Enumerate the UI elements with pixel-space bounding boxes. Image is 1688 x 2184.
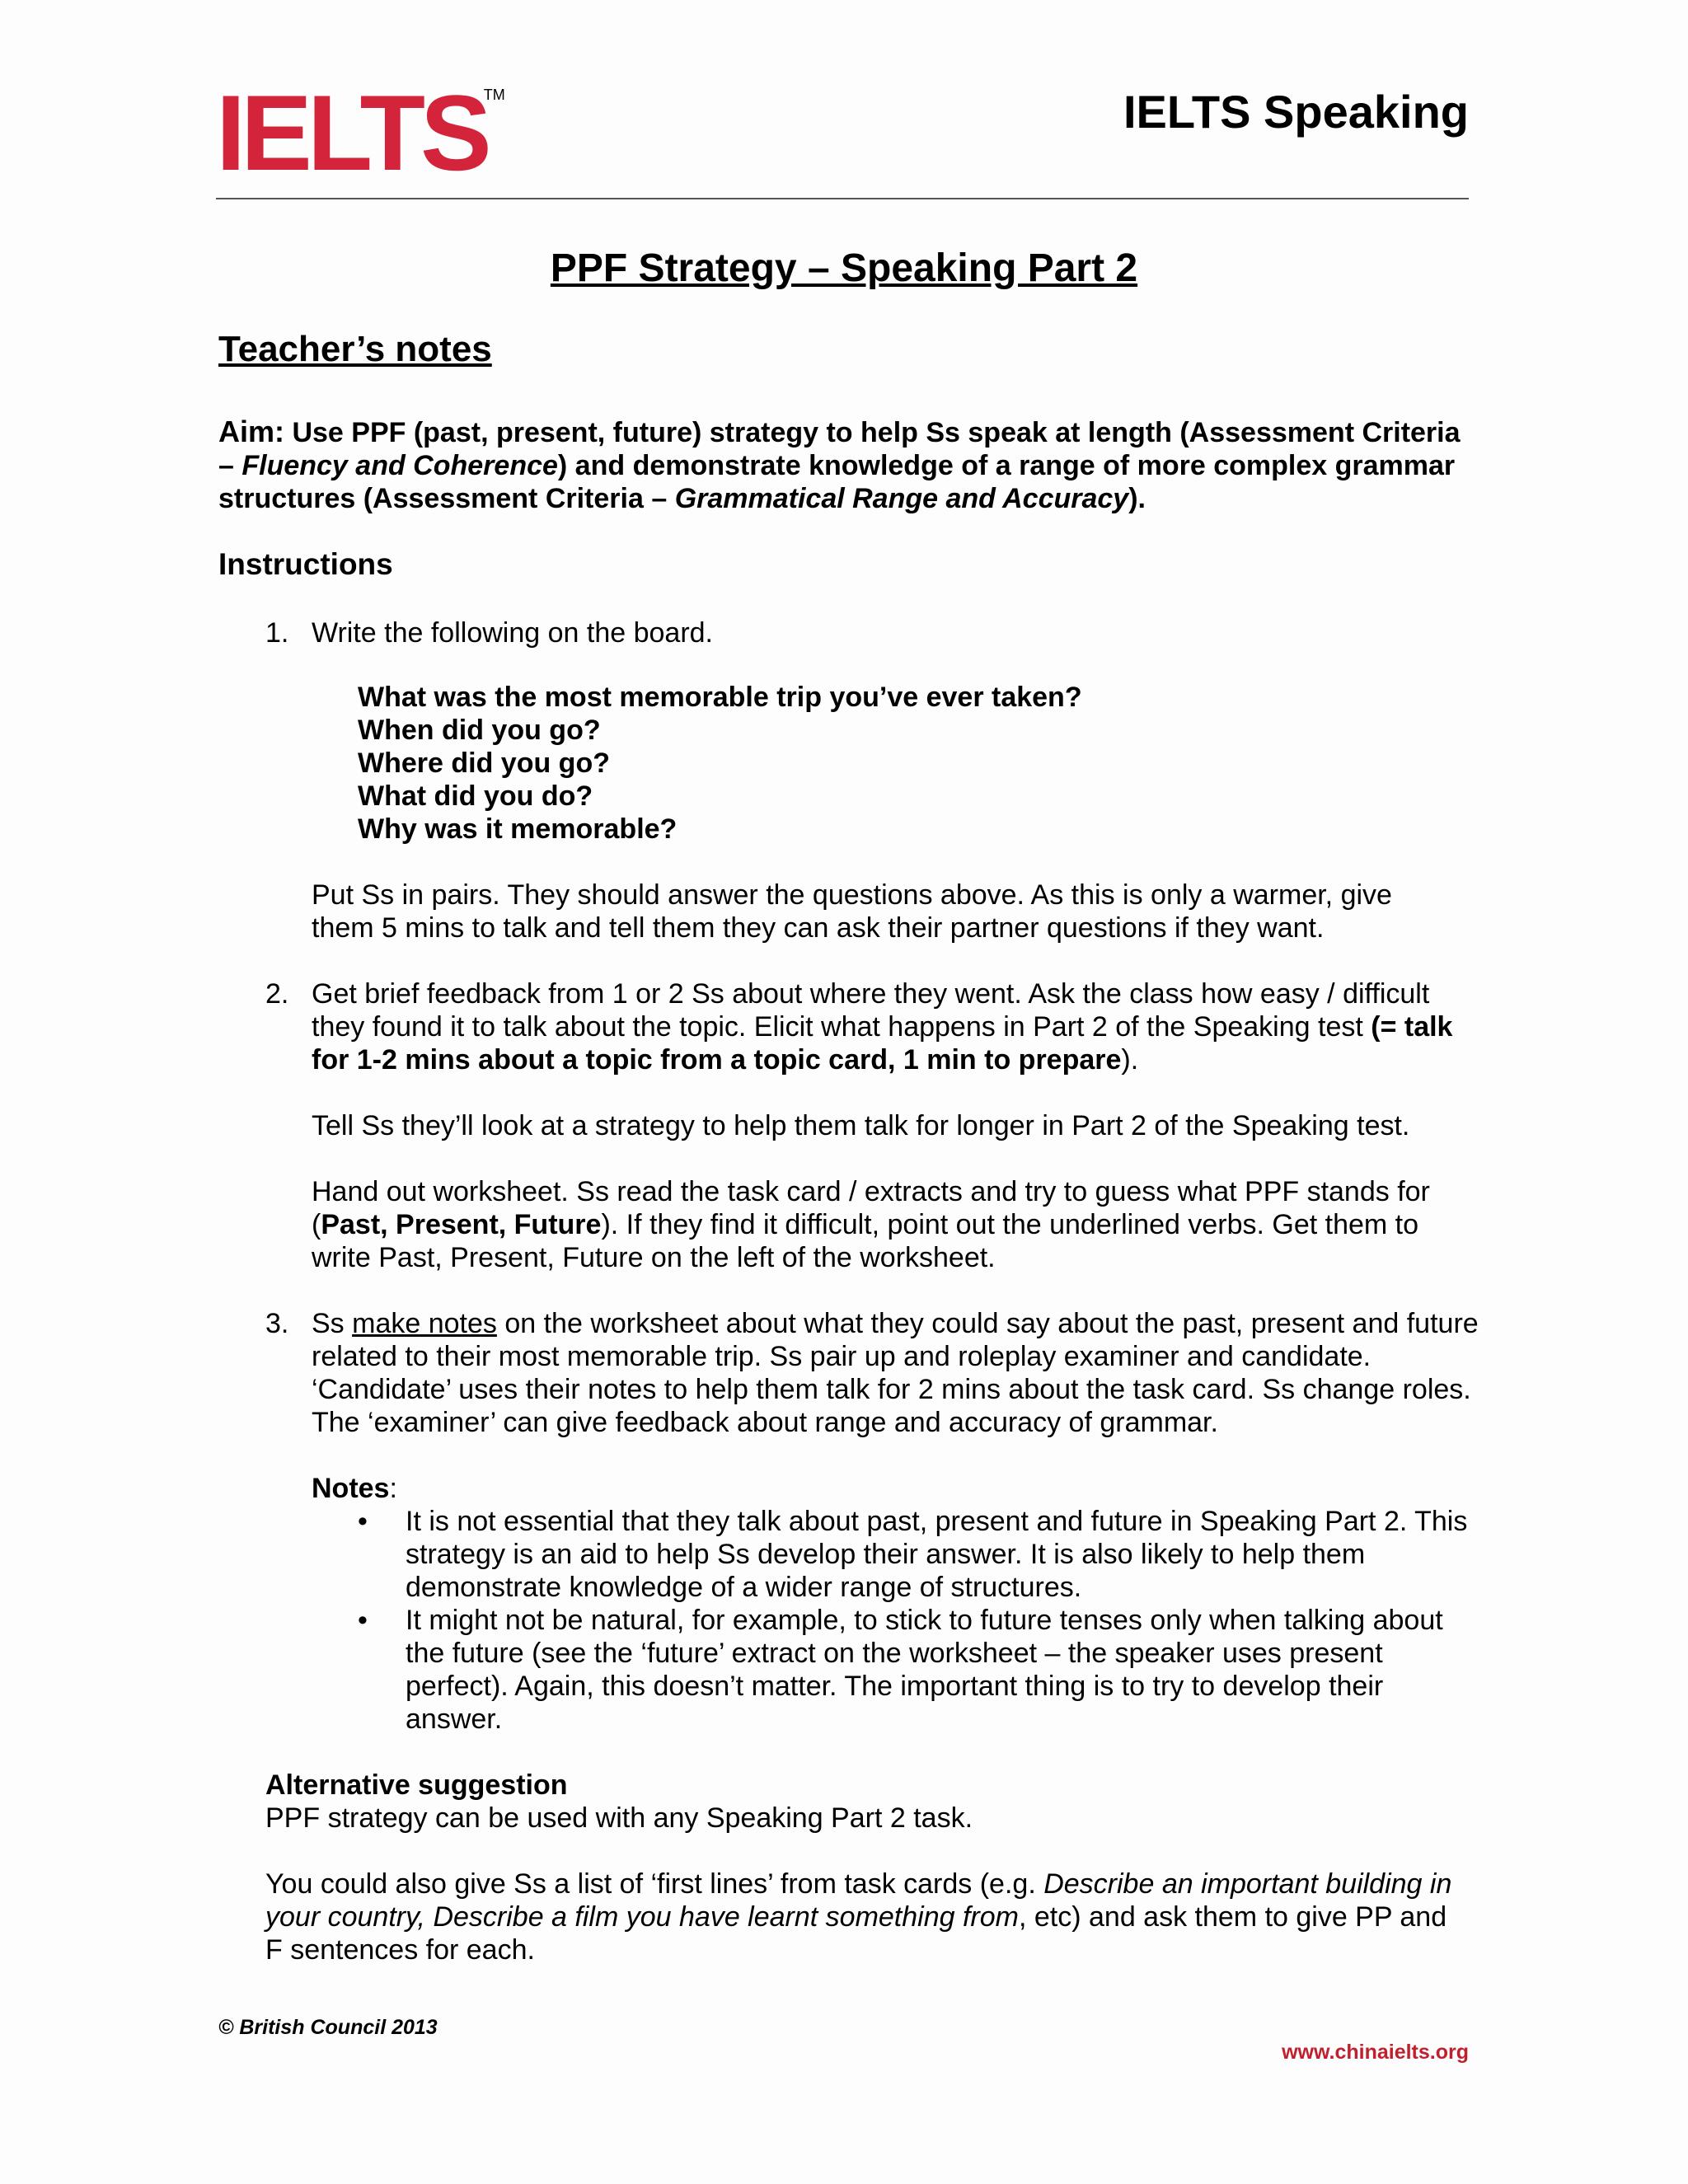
- step-3-number: 3.: [265, 1308, 289, 1339]
- step-2-paragraph-3: [312, 1175, 1465, 1274]
- notes-item: It might not be natural, for example, to stick to future tenses only when talking about the future (see the ‘future’ extract on the worksheet – the speaker uses present perfect). Again, this doesn’t matter. The important thing is to try to develop their answer.: [406, 1605, 1443, 1735]
- step-1-text: Write the following on the board.: [312, 617, 713, 649]
- step-2-paragraph-2: Tell Ss they’ll look at a strategy to help them talk for longer in Part 2 of the Speaking test.: [312, 1110, 1410, 1141]
- website-link[interactable]: www.chinaielts.org: [1282, 2041, 1469, 2064]
- step-2-ppf-answer: Past, Present, Future: [321, 1209, 602, 1240]
- step-2-text-end: ).: [1121, 1044, 1139, 1076]
- board-question: Where did you go?: [358, 748, 610, 779]
- bullet-icon: •: [358, 1506, 368, 1537]
- teachers-notes-heading: Teacher’s notes: [218, 329, 492, 369]
- alternative-p2-text: You could also give Ss a list of ‘first lines’ from task cards (e.g.: [265, 1868, 1044, 1900]
- notes-label-text: Notes: [312, 1473, 390, 1504]
- aim-text-1: Use PPF (past, present, future) strategy to help Ss speak at length (Assessment Criteria –: [218, 417, 1461, 481]
- alternative-p2-text-end: , etc) and ask them to give PP and F sentences for each.: [265, 1901, 1447, 1966]
- board-question: What was the most memorable trip you’ve ever taken?: [358, 682, 1082, 713]
- ielts-logo: [216, 73, 505, 193]
- step-1-pairs-text: Put Ss in pairs. They should answer the questions above. As this is only a warmer, give them 5 mins to talk and tell them they can ask their partner questions if they want.: [312, 879, 1392, 944]
- document-title: PPF Strategy – Speaking Part 2: [550, 246, 1138, 290]
- alternative-task-card-examples: Describe an important building in your country, Describe a film you have learnt something from: [265, 1868, 1452, 1933]
- aim-text-3: ).: [1128, 483, 1146, 514]
- logo-text: IELTS: [216, 73, 487, 193]
- header-title: IELTS Speaking: [1123, 86, 1469, 138]
- alternative-heading-text: Alternative suggestion: [265, 1769, 568, 1801]
- step-3-paragraph: [312, 1307, 1482, 1439]
- board-question: When did you go?: [358, 715, 601, 746]
- step-2-text: Get brief feedback from 1 or 2 Ss about where they went. Ask the class how easy / difficult they found it to talk about the topic. Elicit what happens in Part 2 of the Speaking test: [312, 978, 1430, 1043]
- board-question: What did you do?: [358, 780, 593, 812]
- aim-paragraph: [218, 415, 1479, 515]
- step-2-paragraph-1: [312, 977, 1465, 1076]
- step-2-p3-text: Hand out worksheet. Ss read the task card / extracts and try to guess what PPF stands for (: [312, 1176, 1430, 1240]
- alternative-paragraph-2: [265, 1868, 1452, 1966]
- step-3-text: Ss: [312, 1308, 353, 1339]
- bullet-icon: •: [358, 1605, 368, 1636]
- notes-item: It is not essential that they talk about past, present and future in Speaking Part 2. This strategy is an aid to help Ss develop their answer. It is also likely to help them demonstrate knowledge of a wider range of structures.: [406, 1506, 1468, 1603]
- aim-text-2: ) and demonstrate knowledge of a range of more complex grammar structures (Assessment Criteria –: [218, 450, 1456, 514]
- step-1-number: 1.: [265, 617, 289, 649]
- aim-label: Aim:: [218, 415, 284, 448]
- alternative-heading: [265, 1769, 568, 1802]
- logo-trademark: TM: [483, 87, 505, 103]
- alternative-paragraph-1: PPF strategy can be used with any Speaking Part 2 task.: [265, 1802, 973, 1834]
- step-3-make-notes: make notes: [352, 1308, 497, 1339]
- notes-label: [312, 1472, 397, 1505]
- notes-label-colon: :: [389, 1473, 397, 1504]
- aim-criteria-fluency: Fluency and Coherence: [241, 450, 558, 481]
- step-2-number: 2.: [265, 978, 289, 1010]
- instructions-heading: Instructions: [218, 547, 393, 581]
- aim-criteria-grammar: Grammatical Range and Accuracy: [674, 483, 1129, 514]
- step-2-p3-text-end: ). If they find it difficult, point out the underlined verbs. Get them to write Past, Present, Future on the left of the worksheet.: [312, 1209, 1419, 1273]
- header-divider: [216, 198, 1469, 199]
- board-questions: [358, 681, 1082, 846]
- copyright-text: © British Council 2013: [218, 2016, 438, 2039]
- board-question: Why was it memorable?: [358, 813, 678, 845]
- step-3-text-rest: on the worksheet about what they could say about the past, present and future related to their most memorable trip. Ss pair up and roleplay examiner and candidate. ‘Candidate’ uses their notes to help them talk for 2 mins about the task card. Ss change roles. The ‘examiner’ can give feedback about range and accuracy of grammar.: [312, 1308, 1479, 1438]
- step-2-part2-definition: (= talk for 1-2 mins about a topic from a topic card, 1 min to prepare: [312, 1011, 1453, 1076]
